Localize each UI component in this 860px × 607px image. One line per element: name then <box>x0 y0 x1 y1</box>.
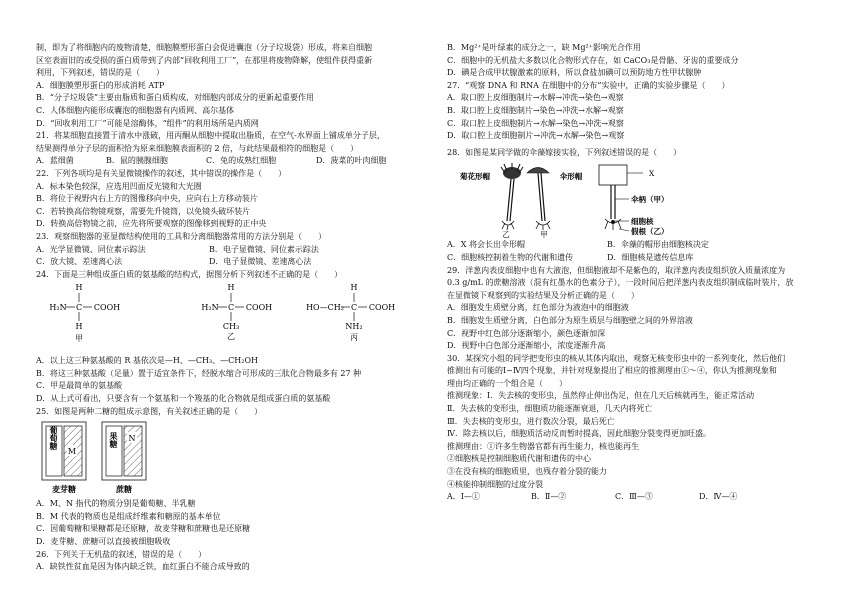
option-d[interactable]: D．“回收利用工厂”可能是溶酶体，“组件”的利用场所是内质网 <box>36 118 259 128</box>
atom-label: H <box>75 322 83 332</box>
text-line: 制，即为了将细胞内的废物清楚，细胞膜塑形蛋白会促进囊泡（分子垃圾袋）形成，将来自细胞 <box>36 43 372 52</box>
label-x: X <box>649 169 655 179</box>
option-d[interactable]: D．从上式可看出，只要含有一个氨基和一个羧基的化合物就是组成蛋白质的氨基酸 <box>36 394 331 404</box>
q21-options <box>36 155 430 168</box>
option-b[interactable]: B．取口腔上皮细胞制片→染色→冲洗→水解→观察 <box>447 105 624 115</box>
q20-options <box>36 80 430 130</box>
q24-options <box>36 355 430 405</box>
label-rhizoid: 假根（乙） <box>631 227 669 237</box>
option-c[interactable]: C．兔的成熟红细胞 <box>206 156 277 166</box>
q23-options-row1 <box>36 244 430 257</box>
option-b[interactable]: B．伞藻的帽形由细胞核决定 <box>607 240 709 250</box>
option-a[interactable]: A．X 将会长出伞形帽 <box>447 240 526 250</box>
reason-line: ④核能抑制细胞的过度分裂 <box>447 479 543 489</box>
q25-options <box>36 498 430 548</box>
n-label: N <box>128 434 136 444</box>
label-jia: 甲 <box>540 230 548 240</box>
figure-label-jia: 甲 <box>75 334 83 344</box>
right-column <box>447 42 835 504</box>
text-line: 21．将某细胞直接置于清水中涨破，用丙酮从细胞中提取出脂质，在空气-水界面上铺成单分子层， <box>36 131 385 141</box>
option-d[interactable]: D．取口腔上皮细胞制片→冲洗→水解→染色→观察 <box>447 131 625 141</box>
option-c[interactable]: C．放大镜、差速离心法 <box>36 257 123 267</box>
structure-jia <box>49 283 120 343</box>
option-d[interactable]: D．电子显微镜、差速离心法 <box>209 257 312 267</box>
structure-yi <box>201 283 272 341</box>
q21-stem <box>36 130 430 155</box>
phenomenon-line: Ⅱ．失去核的变形虫，细胞质功能逐渐衰退，几天内将死亡 <box>447 404 653 414</box>
option-c[interactable]: C．细胞中的无机盐大多数以化合物形式存在，如 CaCO₃是骨骼、牙齿的重要成分 <box>447 55 739 65</box>
q22-stem: 22．下列各项均是有关显微镜操作的叙述，其中错误的操作是（ ） <box>36 168 287 178</box>
figure-label-yi: 乙 <box>227 332 235 342</box>
q27-stem: 27．“观察 DNA 和 RNA 在细胞中的分布”实验中，正确的实验步骤是（ ） <box>447 80 730 90</box>
option-b[interactable]: B．M 代表的物质也是组成纤维素和糖原的基本单位 <box>36 511 221 521</box>
fructose-label: 果糖 <box>109 432 119 449</box>
reason-line: 推测理由：①许多生物器官都有再生能力，核也能再生 <box>447 441 639 451</box>
option-b[interactable]: B．细胞发生质壁分离，白色部分为原生质层与细胞壁之间的外界溶液 <box>447 315 693 325</box>
label-yi: 乙 <box>502 230 510 240</box>
label-stalk: 伞柄（甲） <box>631 195 669 205</box>
reason-line: ③在没有核的细胞质里，也残存着分裂的能力 <box>447 467 607 477</box>
option-b[interactable]: B．Ⅱ—② <box>531 492 567 502</box>
phenomenon-line: Ⅳ．除去核以后，细胞质活动反而暂时提高，因此细胞分裂变得更加旺盛。 <box>447 429 711 439</box>
option-a[interactable]: A．蓝细菌 <box>36 156 74 166</box>
plant-yi <box>501 163 523 239</box>
plant-jia <box>527 168 550 240</box>
atom-label: C <box>75 303 83 313</box>
maltose-box <box>42 422 86 494</box>
atom-label: CH₃ <box>222 322 240 332</box>
disaccharide-figure <box>36 418 430 498</box>
option-c[interactable]: C．Ⅲ—③ <box>615 492 653 502</box>
option-c[interactable]: C．视野中红色部分逐渐缩小，颜色逐渐加深 <box>447 328 606 338</box>
q28-options-row2 <box>447 252 835 265</box>
q29-stem <box>447 265 835 303</box>
structure-bing <box>306 283 395 342</box>
text-line: 29．洋葱内表皮细胞中也有大液泡，但细胞液却不是紫色的，取洋葱内表皮组织放入质量浓度为 <box>447 265 786 275</box>
option-a[interactable]: A．细胞膜塑形蛋白的形成消耗 ATP <box>36 80 165 90</box>
q23-stem: 23．观察细胞器的亚显微结构使用的工具和分离细胞器常用的方法分别是（ ） <box>36 231 327 241</box>
figure-label-bing: 丙 <box>350 333 358 343</box>
text-line: 30．某探究小组的同学把变形虫的核从其体内取出，观察无核变形虫中的一系列变化，然后他们 <box>447 353 786 363</box>
option-b[interactable]: B．电子显微镜、同位素示踪法 <box>209 244 319 254</box>
q29-options <box>447 302 835 352</box>
option-d[interactable]: D．碘是合成甲状腺激素的原料，所以食盐加碘可以预防地方性甲状腺肿 <box>447 68 702 78</box>
q30-options <box>447 491 835 504</box>
glucose-label: 葡萄糖 <box>49 426 59 451</box>
q30-reasons <box>447 441 835 491</box>
option-b[interactable]: B．Mg²⁺是叶绿素的成分之一，缺 Mg²⁺影响光合作用 <box>447 43 641 52</box>
option-a[interactable]: A．细胞发生质壁分离，红色部分为液泡中的细胞液 <box>447 303 629 313</box>
q23-options-row2 <box>36 256 430 269</box>
acetabularia-figure <box>447 159 835 239</box>
left-column <box>36 42 430 574</box>
option-c[interactable]: C．因葡萄糖和果糖都是还原糖，故麦芽糖和蔗糖也是还原糖 <box>36 524 251 534</box>
option-b[interactable]: B．鼠的胰腺细胞 <box>106 156 168 166</box>
option-c[interactable]: C．甲是最简单的氨基酸 <box>36 381 123 391</box>
label-daisy-cap: 菊花形帽 <box>460 172 490 182</box>
option-a[interactable]: A．光学显微镜、同位素示踪法 <box>36 244 146 254</box>
text-line: 利用，下列叙述，错误的是（ ） <box>36 68 164 78</box>
q26-options-rest <box>447 42 835 80</box>
q28-options-row1 <box>447 239 835 252</box>
amino-acid-figure <box>36 281 430 355</box>
option-d[interactable]: D．菠菜的叶肉细胞 <box>316 156 387 166</box>
atom-label: C <box>350 303 358 313</box>
label-nucleus: 细胞核 <box>631 217 654 227</box>
m-label: M <box>67 447 77 457</box>
option-a[interactable]: A．缺铁性贫血是因为体内缺乏铁，血红蛋白不能合成导致的 <box>36 562 250 572</box>
option-b[interactable]: B．“分子垃圾袋”主要由脂质和蛋白质构成，对细胞内部成分的更新起重要作用 <box>36 93 315 103</box>
label-umbrella-cap: 伞形帽 <box>559 172 583 182</box>
option-c[interactable]: C．人体细胞内能形成囊泡的细胞器有内质网、高尔基体 <box>36 105 235 115</box>
phenomenon-line: Ⅲ．失去核的变形虫，进行数次分裂，最后死亡 <box>447 416 615 426</box>
sucrose-label: 蔗糖 <box>116 484 132 495</box>
atom-label: COOH <box>245 303 273 313</box>
option-d[interactable]: D．细胞核是遗传信息库 <box>607 252 694 262</box>
disaccharide-diagram <box>36 418 236 498</box>
atom-label: H₂N <box>201 303 219 313</box>
q25-stem: 25．如图是两种二糖的组成示意图，有关叙述正确的是（ ） <box>36 406 263 416</box>
sucrose-box <box>102 422 146 494</box>
q27-options <box>447 92 835 142</box>
option-a[interactable]: A．Ⅰ—① <box>447 492 480 502</box>
atom-label: H <box>227 283 235 293</box>
text-line: 结果测得单分子层的面积恰为原来细胞膜表面积的 2 倍，与此结果最相符的细胞是（ ） <box>36 143 359 153</box>
grafted-plant <box>599 165 669 236</box>
reason-line: ②细胞核是控制细胞质代谢和遗传的中心 <box>447 454 591 464</box>
option-a[interactable]: A．取口腔上皮细胞制片→水解→冲洗→染色→观察 <box>447 93 624 103</box>
text-line: 理由均正确的一个组合是（ ） <box>447 378 567 388</box>
maltose-label: 麦芽糖 <box>52 484 76 495</box>
text-line: 推测出有可能的Ⅰ~Ⅳ四个现象，并针对现象提出了相应的推测理由①～④，你认为推测现象和 <box>447 366 777 376</box>
option-c[interactable]: C．细胞核控制着生物的代谢和遗传 <box>447 252 574 262</box>
atom-label: HO—CH₂ <box>306 303 344 313</box>
q22-options <box>36 181 430 231</box>
atom-label: COOH <box>368 303 396 313</box>
text-line: 在显微镜下观察到的实验结果及分析正确的是（ ） <box>447 290 639 300</box>
option-d[interactable]: D．麦芽糖、蔗糖可以直接被细胞吸收 <box>36 537 171 547</box>
option-b[interactable]: B．将位于视野内右上方的图像移向中央，应向右上方移动装片 <box>36 194 258 204</box>
amino-acid-structures <box>36 281 430 355</box>
q30-stem <box>447 353 835 391</box>
option-c[interactable]: C．若转换高倍物镜观察，需要先升镜筒，以免镜头破坏装片 <box>36 206 251 216</box>
atom-label: C <box>227 303 235 313</box>
text-line: 0.3 g/mL 的蔗糖溶液（混有红墨水的色素分子），一段时间后把洋葱内表皮组织制成临时装片，放 <box>447 278 794 288</box>
atom-label: NH₂ <box>345 322 363 332</box>
q28-stem: 28．如图是某同学做的伞藻嫁接实验，下列叙述错误的是（ ） <box>447 147 682 157</box>
option-d[interactable]: D．视野中白色部分逐渐缩小，浓度逐渐升高 <box>447 341 606 351</box>
option-d[interactable]: D．Ⅳ—④ <box>699 492 738 502</box>
q26-stem: 26．下列关于无机盐的叙述，错误的是（ ） <box>36 549 207 559</box>
option-b[interactable]: B．将这三种氨基酸（足量）置于适宜条件下，经脱水缩合可形成的三肽化合物最多有 27 种 <box>36 368 362 378</box>
q20-stem <box>36 42 430 80</box>
atom-label: COOH <box>93 303 121 313</box>
q24-stem: 24．下面是三种组成蛋白质的氨基酸的结构式，据图分析下列叙述不正确的是（ ） <box>36 269 343 279</box>
atom-label: H₂N <box>49 303 67 313</box>
grafting-diagram <box>447 159 747 239</box>
atom-label: H <box>75 283 83 293</box>
atom-label: H <box>350 283 358 293</box>
option-a[interactable]: A．M、N 指代的物质分别是葡萄糖、半乳糖 <box>36 499 196 509</box>
option-c[interactable]: C．取口腔上皮细胞制片→水解→染色→冲洗→观察 <box>447 118 624 128</box>
option-a[interactable]: A．以上这三种氨基酸的 R 基依次是—H、—CH₃、—CH₂OH <box>36 356 259 366</box>
option-a[interactable]: A．标本染色较深，应选用凹面反光镜和大光圈 <box>36 181 202 191</box>
option-d[interactable]: D．转换高倍物镜之前，应先将所要观察的图像移到视野的正中央 <box>36 219 267 229</box>
phenomenon-line: 推测现象：Ⅰ．失去核的变形虫，虽然停止伸出伪足，但在几天后核就再生，能正常活动 <box>447 391 755 401</box>
q30-phenomena <box>447 390 835 440</box>
text-line: 区室表面旧的或受损的蛋白质带到了内部“回收利用工厂”，在那里将废物降解，使组件获得重新 <box>36 55 373 65</box>
